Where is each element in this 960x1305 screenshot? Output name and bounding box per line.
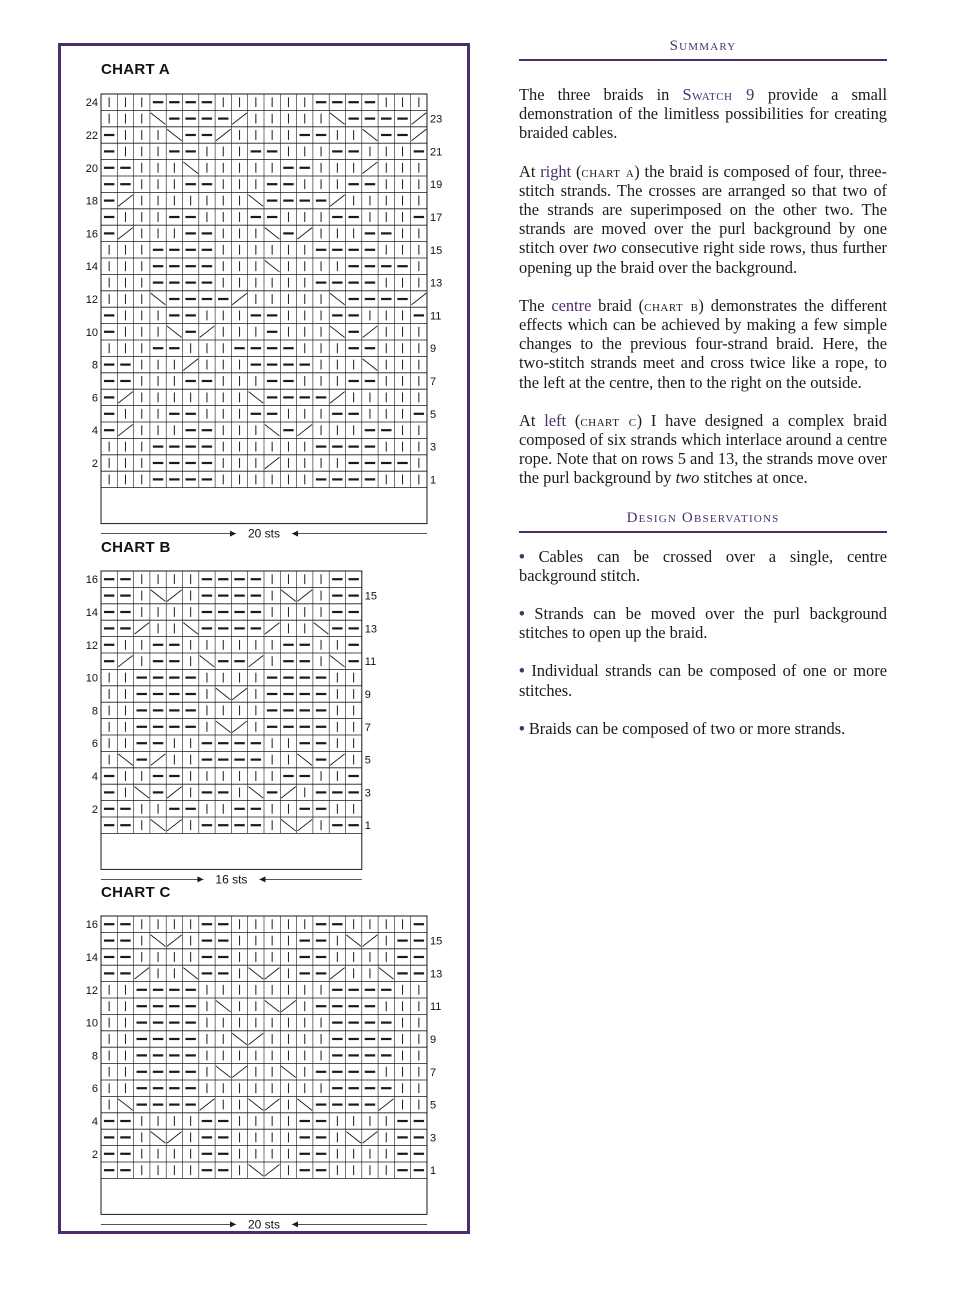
row-number-left: 6 [91,738,98,751]
row-number-left: 2 [91,803,98,816]
cable-symbol [134,623,149,634]
cable-symbol [412,293,427,304]
row-number-right: 15 [364,590,378,603]
row-number-left: 2 [91,458,98,470]
row-number-right: 3 [364,787,371,800]
row-number-right: 21 [430,146,443,159]
row-number-right: 11 [430,1001,442,1014]
chart-b-grid [70,565,460,887]
cable-symbol [363,162,378,173]
observation-item: • Braids can be composed of two or more strands. [519,718,846,738]
summary-paragraph-3: The centre braid (chart b) demonstrates the different effects which can be achieved by making a few simple changes to the previous four-strand braid. Here, the two-stitch strands meet and cross twice like a rope, to the left at the centre, then to the right on the outside. [519,295,887,392]
cable-symbol [249,968,264,979]
cable-symbol [265,968,280,979]
stitch-count-label: 16 sts [215,872,248,887]
row-number-right: 19 [430,179,443,192]
cable-symbol [363,129,378,140]
chart-c-title: CHART C [101,884,171,901]
cable-symbol [330,293,345,304]
row-number-left: 14 [85,261,98,274]
chart-b-title: CHART B [101,539,171,556]
row-number-right: 17 [430,212,443,224]
cable-symbol [379,968,394,979]
row-number-left: 8 [91,705,98,718]
cable-symbol [346,935,361,946]
cable-symbol [297,228,312,239]
cable-symbol [151,113,166,124]
cable-symbol [330,195,345,206]
cable-symbol [167,935,182,946]
cable-symbol [330,655,345,666]
cable-symbol [249,1164,264,1175]
cable-symbol [297,754,312,765]
design-observations-heading: Design Observations [519,510,887,533]
cable-symbol [151,754,166,765]
cable-symbol [200,1099,215,1110]
row-number-right: 1 [430,474,437,487]
row-number-left: 14 [85,952,98,964]
cable-symbol [167,1132,182,1143]
cable-symbol [363,359,378,370]
cable-symbol [363,935,378,946]
row-number-right: 13 [430,277,443,290]
cable-symbol [249,655,264,666]
cable-symbol [249,1033,264,1044]
row-number-left: 8 [91,1050,98,1063]
row-number-left: 8 [91,359,98,372]
text-column [519,38,887,757]
row-number-right: 9 [430,343,437,356]
cable-symbol [118,1099,133,1110]
cable-symbol [379,1099,394,1110]
cable-symbol [118,754,133,765]
cable-symbol [281,1000,296,1011]
row-number-left: 20 [85,162,98,175]
row-number-left: 16 [85,919,98,932]
row-number-right: 11 [430,310,442,323]
row-number-left: 24 [85,97,98,110]
cable-symbol [183,623,198,634]
cable-symbol [200,326,215,337]
cable-symbol [232,688,247,699]
row-number-right: 7 [430,376,437,388]
cable-symbol [118,392,133,403]
cable-symbol [167,819,182,830]
cable-symbol [216,1000,231,1011]
cable-symbol [297,1099,312,1110]
row-number-left: 10 [85,1017,98,1030]
row-number-left: 10 [85,326,98,339]
cable-symbol [265,1000,280,1011]
cable-symbol [265,228,280,239]
cable-symbol [330,392,345,403]
cable-symbol [151,935,166,946]
cable-symbol [297,819,312,830]
row-number-right: 1 [430,1165,437,1178]
row-number-right: 13 [364,623,378,636]
cable-symbol [183,968,198,979]
cable-symbol [330,113,345,124]
cable-symbol [249,787,264,798]
stitch-count-label: 20 sts [247,526,281,541]
stitch-count-label: 20 sts [247,1217,281,1232]
row-number-right: 5 [430,1099,437,1112]
cable-symbol [314,623,329,634]
row-number-right: 1 [364,820,371,833]
cable-symbol [151,1132,166,1143]
cable-symbol [265,424,280,435]
chart-c-grid [70,910,460,1232]
cable-symbol [167,787,182,798]
summary-paragraph-1: The three braids in Swatch 9 provide a small demonstration of the limitless possibilities for creating braided cables. [519,85,888,143]
summary-paragraph-4: At left (chart c) I have designed a complex braid composed of six strands which interlace around a centre rope. Note that on rows 5 and 13, the strands move over the purl background by two stitches at once. [519,410,887,488]
cable-symbol [363,326,378,337]
cable-symbol [265,1099,280,1110]
row-number-left: 12 [85,639,98,652]
cable-symbol [281,787,296,798]
cable-symbol [249,392,264,403]
cable-symbol [232,721,247,732]
row-number-right: 7 [430,1066,437,1079]
cable-symbol [216,129,231,140]
row-number-left: 4 [91,771,98,783]
cable-symbol [232,1066,247,1077]
cable-symbol [216,1066,231,1077]
cable-symbol [281,590,296,601]
row-number-left: 4 [91,1116,98,1128]
cable-symbol [265,1164,280,1175]
summary-heading: Summary [519,38,887,61]
chart-a-grid [70,88,460,541]
row-number-right: 9 [364,689,371,701]
row-number-left: 10 [85,672,98,685]
cable-symbol [330,968,345,979]
cable-symbol [118,195,133,206]
row-number-right: 15 [430,244,443,257]
row-number-left: 16 [85,228,98,241]
cable-symbol [232,293,247,304]
cable-symbol [118,424,133,435]
cable-symbol [216,721,231,732]
row-number-left: 16 [85,574,98,587]
row-number-right: 3 [430,441,437,454]
cable-symbol [232,113,247,124]
chart-a-title: CHART A [101,61,171,78]
cable-symbol [134,968,149,979]
cable-symbol [412,129,427,140]
row-number-right: 23 [430,113,443,126]
cable-symbol [151,590,166,601]
row-number-right: 11 [364,656,377,669]
cable-symbol [151,819,166,830]
cable-symbol [363,1132,378,1143]
cable-symbol [265,260,280,271]
cable-symbol [249,195,264,206]
cable-symbol [200,655,215,666]
cable-symbol [265,623,280,634]
cable-symbol [330,326,345,337]
row-number-right: 3 [430,1132,437,1145]
row-number-left: 2 [91,1148,98,1161]
cable-symbol [346,1132,361,1143]
cable-symbol [412,113,427,124]
cable-symbol [265,457,280,468]
cable-symbol [183,359,198,370]
row-number-right: 7 [364,721,371,734]
row-number-left: 6 [91,392,98,405]
cable-symbol [167,326,182,337]
cable-symbol [183,162,198,173]
row-number-left: 4 [91,425,98,438]
cable-symbol [167,129,182,140]
row-number-left: 22 [85,130,98,142]
row-number-left: 18 [85,195,98,208]
observation-item: • Cables can be crossed over a single, centre background stitch. [519,546,887,585]
row-number-right: 13 [430,968,443,981]
row-number-left: 14 [85,607,98,619]
cable-symbol [118,228,133,239]
observation-item: • Individual strands can be composed of one or more stitches. [519,661,887,700]
cable-symbol [216,688,231,699]
row-number-left: 12 [85,984,98,997]
row-number-left: 12 [85,294,98,306]
row-number-right: 9 [430,1034,437,1046]
row-number-right: 15 [430,935,443,948]
cable-symbol [297,590,312,601]
summary-paragraph-2: At right (chart a) the braid is composed of four, three-stitch strands. The crosses are arranged so that two of the strands are superimposed on the other two. The strands are moved over the purl background by one stitch over two consecutive right side rows, thus further opening up the braid over the background. [519,161,887,277]
cable-symbol [118,655,133,666]
row-number-left: 6 [91,1083,98,1096]
cable-symbol [249,1099,264,1110]
cable-symbol [232,1033,247,1044]
row-number-right: 5 [430,408,437,421]
cable-symbol [134,787,149,798]
cable-symbol [151,293,166,304]
row-number-right: 5 [364,754,371,767]
cable-symbol [281,1066,296,1077]
cable-symbol [167,590,182,601]
cable-symbol [281,819,296,830]
design-observations-list [519,547,887,738]
observation-item: • Strands can be moved over the purl background stitches to open up the braid. [519,604,887,643]
cable-symbol [297,424,312,435]
cable-symbol [330,754,345,765]
